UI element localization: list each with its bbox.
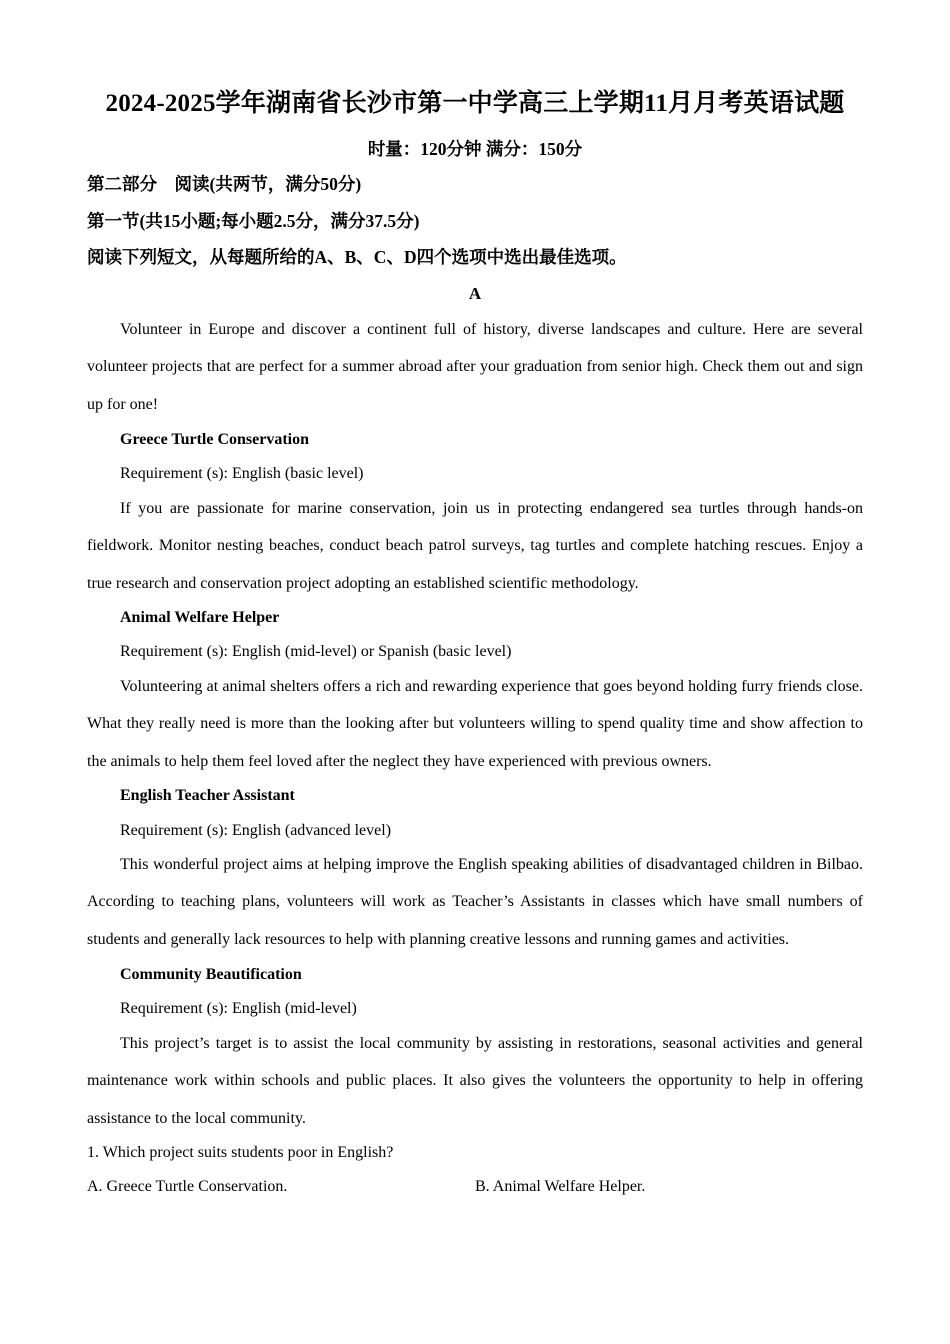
project-heading-turtle: Greece Turtle Conservation	[120, 431, 310, 448]
question-stem: 1. Which project suits students poor in English?	[87, 1144, 394, 1161]
option-a: A. Greece Turtle Conservation.	[87, 1178, 288, 1195]
project-description-animal: Volunteering at animal shelters offers a rich and rewarding experience that goes beyond holding furry friends close. What they really need is more than the looking after but volunteers willing to spend quality time and show affection to the animals to help them feel loved after the neglect they have experienced with previous owners.	[87, 678, 863, 770]
project-requirement-teacher: Requirement (s): English (advanced level)	[120, 822, 392, 839]
subpart-heading: 第一节(共15小题;每小题2.5分，满分37.5分)	[87, 211, 420, 231]
option-b: B. Animal Welfare Helper.	[475, 1178, 646, 1195]
instruction-text: 阅读下列短文，从每题所给的A、B、C、D四个选项中选出最佳选项。	[87, 247, 627, 267]
project-description-turtle: If you are passionate for marine conservation, join us in protecting endangered sea turtles through hands-on fieldwork. Monitor nesting beaches, conduct beach patrol surveys, tag turtles and complete hatching rescues. Enjoy a true research and conservation project adopting an established scientific methodology.	[87, 500, 863, 592]
exam-time-info: 时量：120分钟 满分：150分	[367, 139, 583, 159]
project-heading-teacher: English Teacher Assistant	[120, 787, 295, 804]
project-description-teacher: This wonderful project aims at helping improve the English speaking abilities of disadvantaged children in Bilbao. According to teaching plans, volunteers will work as Teacher’s Assistants in classes which have small numbers of students and generally lack resources to help with planning creative lessons and running games and activities.	[87, 856, 863, 948]
project-description-community: This project’s target is to assist the local community by assisting in restorations, seasonal activities and general maintenance work within schools and public places. It also gives the volunteers the opportunity to help in offering assistance to the local community.	[87, 1035, 863, 1127]
passage-intro: Volunteer in Europe and discover a continent full of history, diverse landscapes and culture. Here are several volunteer projects that are perfect for a summer abroad after your graduation from senior high. Check them out and sign up for one!	[87, 321, 863, 413]
part-heading: 第二部分 阅读(共两节，满分50分)	[87, 174, 362, 194]
project-requirement-turtle: Requirement (s): English (basic level)	[120, 465, 364, 482]
project-requirement-animal: Requirement (s): English (mid-level) or Spanish (basic level)	[120, 643, 512, 660]
passage-label: A	[468, 284, 482, 303]
project-heading-community: Community Beautification	[120, 966, 302, 983]
page-title: 2024-2025学年湖南省长沙市第一中学高三上学期11月月考英语试题	[105, 90, 845, 117]
project-requirement-community: Requirement (s): English (mid-level)	[120, 1000, 357, 1017]
project-heading-animal: Animal Welfare Helper	[120, 609, 280, 626]
